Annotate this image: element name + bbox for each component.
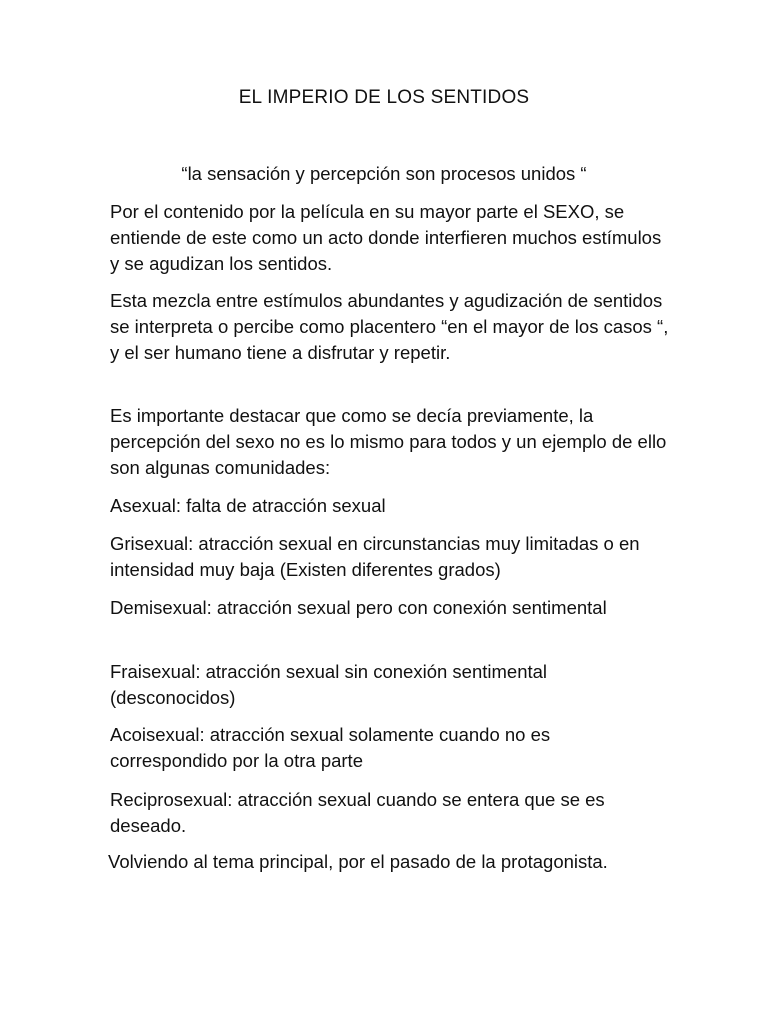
document-title: EL IMPERIO DE LOS SENTIDOS bbox=[238, 87, 530, 108]
paragraph-grisexual: Grisexual: atracción sexual en circunstancias muy limitadas o en intensidad muy baja (Existen diferentes grados) bbox=[110, 533, 640, 580]
paragraph-importante: Es importante destacar que como se decía previamente, la percepción del sexo no es lo mismo para todos y un ejemplo de ello son algunas comunidades: bbox=[110, 405, 667, 478]
paragraph-fraisexual: Fraisexual: atracción sexual sin conexión sentimental (desconocidos) bbox=[110, 661, 548, 708]
paragraph-mezcla: Esta mezcla entre estímulos abundantes y agudización de sentidos se interpreta o percibe como placentero “en el mayor de los casos “, y el ser humano tiene a disfrutar y repetir. bbox=[110, 290, 669, 363]
paragraph-demisexual: Demisexual: atracción sexual pero con conexión sentimental bbox=[110, 597, 607, 618]
paragraph-asexual: Asexual: falta de atracción sexual bbox=[110, 495, 386, 516]
paragraph-volviendo: Volviendo al tema principal, por el pasado de la protagonista. bbox=[108, 851, 608, 872]
paragraph-intro: Por el contenido por la película en su mayor parte el SEXO, se entiende de este como un acto donde interfieren muchos estímulos y se agudizan los sentidos. bbox=[110, 201, 662, 274]
document-quote: “la sensación y percepción son procesos unidos “ bbox=[181, 163, 587, 184]
paragraph-reciprosexual: Reciprosexual: atracción sexual cuando se entera que se es deseado. bbox=[110, 789, 605, 836]
paragraph-acoisexual: Acoisexual: atracción sexual solamente cuando no es correspondido por la otra parte bbox=[110, 724, 551, 771]
